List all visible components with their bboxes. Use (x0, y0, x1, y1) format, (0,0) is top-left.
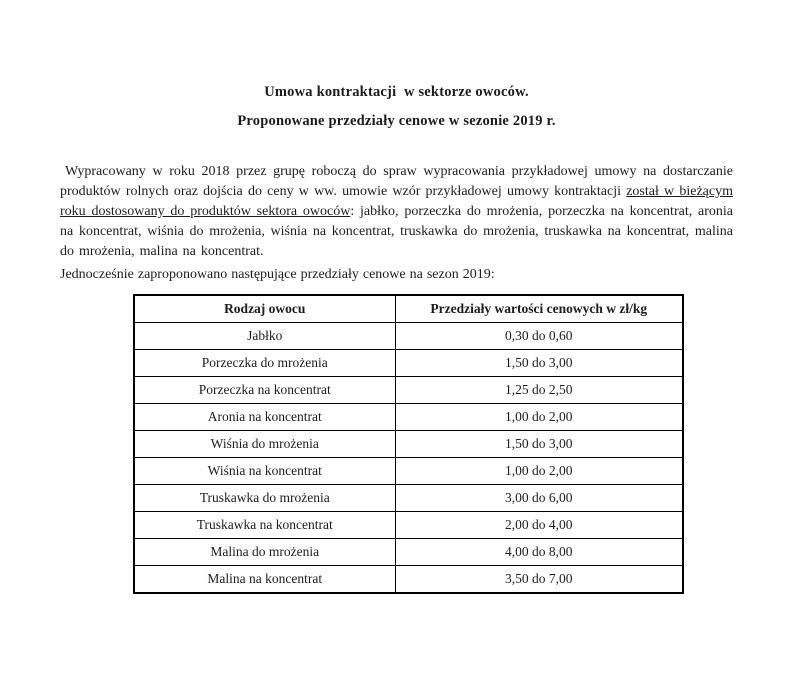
paragraph-text-after: : jabłko, porzeczka do mrożenia, porzeczka na koncentrat, aronia na koncentrat, wiśnia do mrożenia, wiśnia na koncentrat, truskawka do mrożenia, truskawka na koncentrat, malina do mrożenia, malina na koncentrat. (60, 204, 734, 259)
fruit-name-cell: Malina na koncentrat (134, 566, 395, 594)
intro-paragraph (60, 162, 733, 262)
fruit-name-cell: Truskawka do mrożenia (134, 485, 395, 512)
table-row (134, 404, 683, 431)
table-header-row (134, 295, 683, 323)
price-range-cell: 1,50 do 3,00 (395, 431, 683, 458)
fruit-name-cell: Jabłko (134, 323, 395, 350)
price-range-cell: 1,00 do 2,00 (395, 404, 683, 431)
table-row (134, 377, 683, 404)
fruit-name-cell: Wiśnia na koncentrat (134, 458, 395, 485)
fruit-name-cell: Porzeczka na koncentrat (134, 377, 395, 404)
price-range-cell: 3,00 do 6,00 (395, 485, 683, 512)
doc-title-line-2: Proponowane przedziały cenowe w sezonie 2019 r. (237, 113, 556, 129)
table-row (134, 323, 683, 350)
column-header-price-range: Przedziały wartości cenowych w zł/kg (395, 295, 683, 323)
price-range-cell: 2,00 do 4,00 (395, 512, 683, 539)
table-row (134, 566, 683, 594)
table-row (134, 539, 683, 566)
fruit-name-cell: Malina do mrożenia (134, 539, 395, 566)
table-row (134, 431, 683, 458)
fruit-name-cell: Wiśnia do mrożenia (134, 431, 395, 458)
underlined-clause: został w bieżącym roku dostosowany do produktów sektora owoców (60, 184, 733, 219)
table-row (134, 485, 683, 512)
table-row (134, 512, 683, 539)
price-range-cell: 0,30 do 0,60 (395, 323, 683, 350)
table-row (134, 458, 683, 485)
column-header-fruit-type: Rodzaj owocu (134, 295, 395, 323)
price-range-cell: 1,00 do 2,00 (395, 458, 683, 485)
table-lead-in-line: Jednocześnie zaproponowano następujące przedziały cenowe na sezon 2019: (60, 267, 495, 282)
price-table (133, 294, 684, 594)
price-range-cell: 1,25 do 2,50 (395, 377, 683, 404)
price-range-cell: 1,50 do 3,00 (395, 350, 683, 377)
table-row (134, 350, 683, 377)
fruit-name-cell: Porzeczka do mrożenia (134, 350, 395, 377)
price-range-cell: 3,50 do 7,00 (395, 566, 683, 594)
doc-title-line-1: Umowa kontraktacji w sektorze owoców. (264, 84, 529, 100)
fruit-name-cell: Truskawka na koncentrat (134, 512, 395, 539)
fruit-name-cell: Aronia na koncentrat (134, 404, 395, 431)
paragraph-text-before: Wypracowany w roku 2018 przez grupę roboczą do spraw wypracowania przykładowej umowy na dostarczanie produktów rolnych oraz dojścia do ceny w ww. umowie wzór przykładowej umowy kontraktacji (60, 164, 733, 199)
price-range-cell: 4,00 do 8,00 (395, 539, 683, 566)
